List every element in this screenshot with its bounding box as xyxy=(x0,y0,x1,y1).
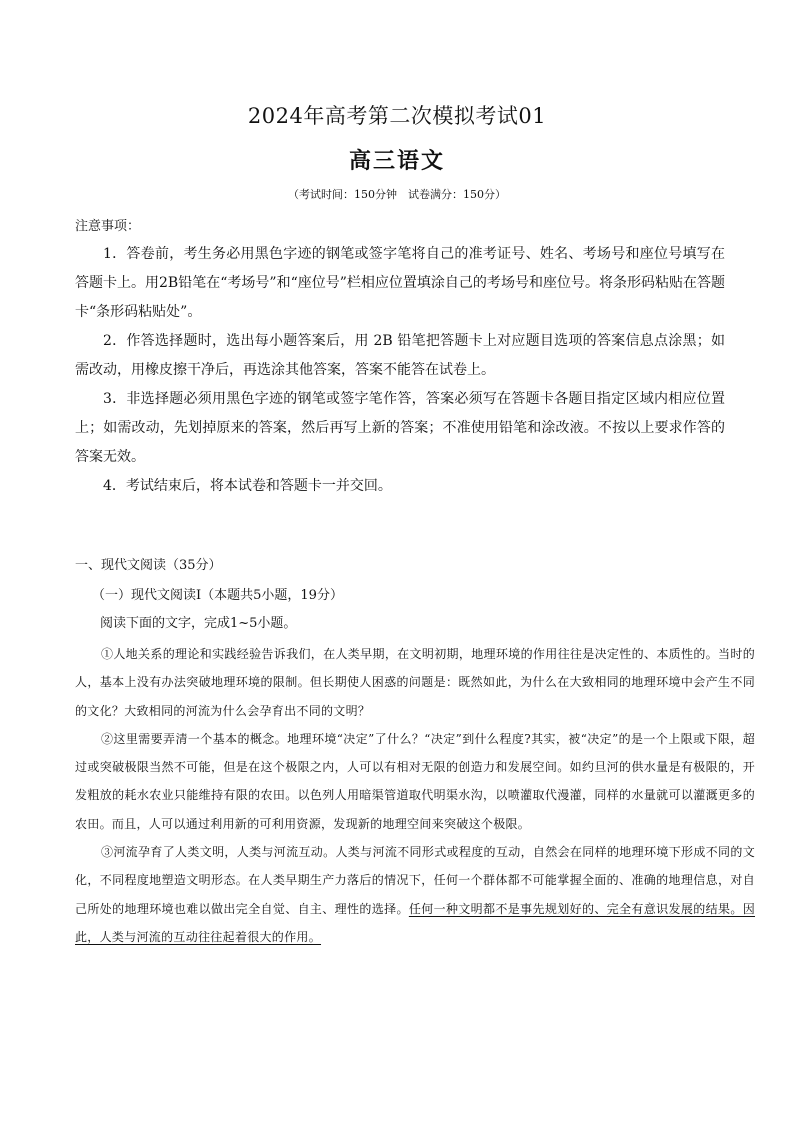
note-item-3: 3．非选择题必须用黑色字迹的钢笔或签字笔作答，答案必须写在答题卡各题目指定区域内相应位置上；如需改动，先划掉原来的答案，然后再写上新的答案；不准使用铅笔和涂改液。不按以上要求作答的答案无效。 xyxy=(75,391,725,465)
exam-subject: 高三语文 xyxy=(348,148,445,174)
notes-heading: 注意事项： xyxy=(75,219,141,234)
note-item-2: 2．作答选择题时，选出每小题答案后，用 2B 铅笔把答题卡上对应题目选项的答案信息点涂黑；如需改动，用橡皮擦干净后，再选涂其他答案，答案不能答在试卷上。 xyxy=(75,333,725,378)
notes-list xyxy=(75,240,725,501)
reading-passage xyxy=(75,640,755,951)
reading-instruction: 阅读下面的文字，完成1~5小题。 xyxy=(100,616,297,631)
passage-paragraph-3-text: ③河流孕育了人类文明，人类与河流互动。人类与河流不同形式或程度的互动，自然会在同样的地理环境下形成不同的文化，不同程度地塑造文明形态。在人类早期生产力落后的情况下，任何一个群体都不可能掌握全面的、准确的地理信息，对自己所处的地理环境也难以做出完全自觉、自主、理性的选择。 xyxy=(75,845,755,916)
passage-paragraph-1: ①人地关系的理论和实践经验告诉我们，在人类早期，在文明初期，地理环境的作用往往是决定性的、本质性的。当时的人，基本上没有办法突破地理环境的限制。但长期使人困惑的问题是：既然如此，为什么在大致相同的地理环境中会产生不同的文化？大致相同的河流为什么会孕育出不同的文明？ xyxy=(75,647,755,718)
passage-paragraph-2: ②这里需要弄清一个基本的概念。地理环境“决定”了什么？“决定”到什么程度?其实，被“决定”的是一个上限或下限，超过或突破极限当然不可能，但是在这个极限之内，人可以有相对无限的创造力和发展空间。如约旦河的供水量是有极限的，开发粗放的耗水农业只能维持有限的农田。以色列人用暗渠管道取代明渠水沟，以喷灌取代漫灌，同样的水量就可以灌溉更多的农田。而且，人可以通过利用新的可利用资源，发现新的地理空间来突破这个极限。 xyxy=(75,731,755,831)
note-item-4: 4．考试结束后，将本试卷和答题卡一并交回。 xyxy=(103,478,392,494)
underlined-sentence: 任何一种文明都不是事先规划好的、完全有意识发展的结果。因此，人类与河流的互动往往起着很大的作用。 xyxy=(75,901,756,944)
note-item-1: 1．答卷前，考生务必用黑色字迹的钢笔或签字笔将自己的准考证号、姓名、考场号和座位号填写在答题卡上。用2B铅笔在“考场号”和“座位号”栏相应位置填涂自己的考场号和座位号。将条形码粘贴在答题卡“条形码粘贴处”。 xyxy=(75,246,725,320)
subsection-heading: （一）现代文阅读Ⅰ（本题共5小题，19分） xyxy=(92,588,343,603)
exam-time-score-info: （考试时间：150分钟 试卷满分：150分） xyxy=(288,188,506,201)
section-heading: 一、现代文阅读（35分） xyxy=(75,558,222,573)
exam-title: 2024年高考第二次模拟考试01 xyxy=(247,104,547,128)
passage-paragraph-3 xyxy=(75,838,755,951)
